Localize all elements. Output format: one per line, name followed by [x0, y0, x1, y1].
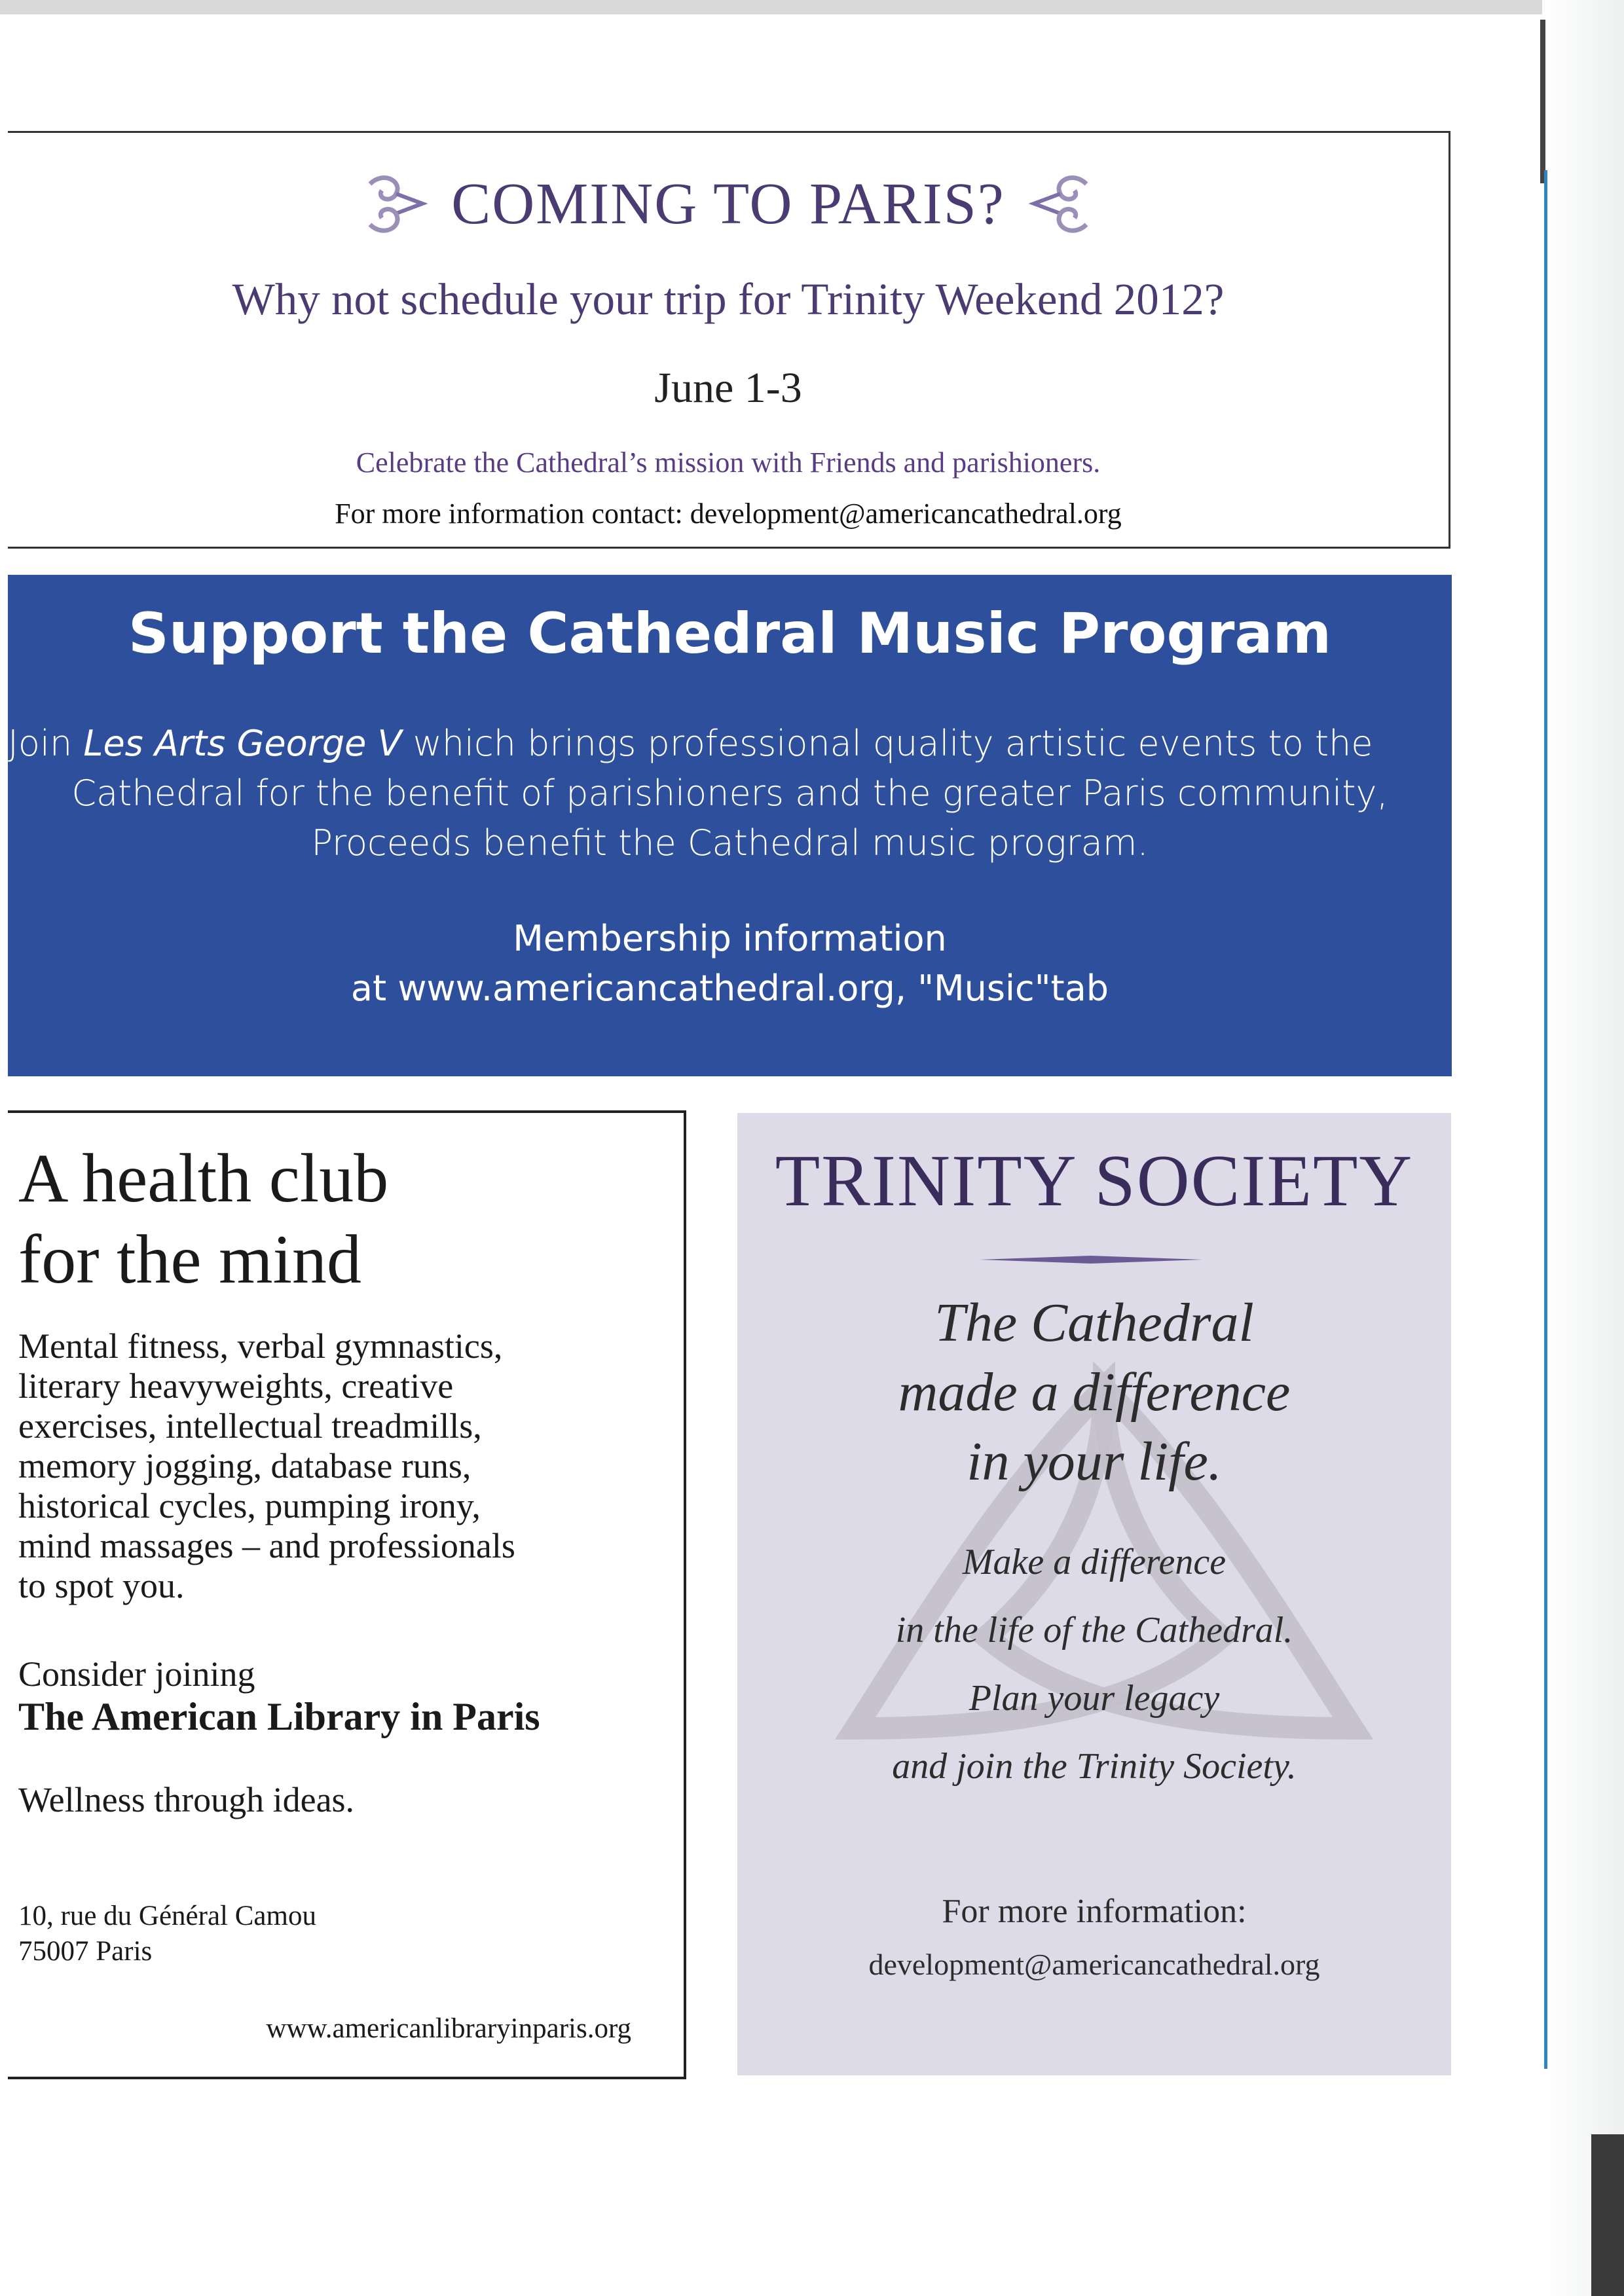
american-library-ad — [8, 1110, 686, 2079]
music-program-ad — [8, 575, 1452, 1076]
trinity-quote-line: The Cathedral — [934, 1292, 1254, 1353]
trinity-quote-line: in your life. — [967, 1431, 1222, 1492]
health-title-line-1: A health club — [18, 1140, 389, 1216]
flourish-right-icon — [1027, 164, 1099, 243]
trinity-more-info: For more information: — [942, 1893, 1247, 1930]
trinity-title: TRINITY SOCIETY — [775, 1140, 1414, 1222]
trinity-cta-line: Make a difference — [962, 1542, 1227, 1582]
trinity-cta-line: Plan your legacy — [969, 1678, 1220, 1719]
flourish-left-icon — [357, 164, 429, 243]
scan-right-edge — [1542, 0, 1624, 2296]
paris-celebrate-text: Celebrate the Cathedral’s mission with Friends and parishioners. — [356, 446, 1101, 479]
scan-page-edge-stripe — [1544, 170, 1547, 2069]
decorative-rule — [980, 1256, 1202, 1264]
paris-subtitle: Why not schedule your trip for Trinity Weekend 2012? — [232, 274, 1225, 324]
trinity-cta-line: and join the Trinity Society. — [892, 1746, 1297, 1787]
health-title-line-2: for the mind — [18, 1221, 361, 1298]
paris-title-row — [8, 164, 1449, 243]
health-body-line: to spot you. — [18, 1566, 185, 1605]
library-url: www.americanlibraryinparis.org — [266, 2013, 631, 2044]
health-body-line: mind massages – and professionals — [18, 1526, 515, 1565]
music-membership-line-1: Membership information — [513, 918, 947, 959]
paris-title: COMING TO PARIS? — [451, 171, 1005, 236]
scan-bottom-corner — [1591, 2134, 1624, 2296]
paris-contact-text: For more information contact: development@americancathedral.org — [335, 498, 1122, 530]
health-tagline: Wellness through ideas. — [18, 1780, 355, 1819]
trinity-quote — [737, 1288, 1451, 1497]
health-body-line: exercises, intellectual treadmills, — [18, 1406, 482, 1446]
health-consider: Consider joining — [18, 1654, 255, 1694]
music-membership — [8, 914, 1452, 1013]
trinity-cta-line: in the life of the Cathedral. — [895, 1610, 1293, 1650]
music-line-1 — [8, 719, 1452, 769]
music-line-2: Cathedral for the benefit of parishioners and the greater Paris community, — [71, 773, 1388, 814]
trinity-email: development@americancathedral.org — [868, 1948, 1320, 1981]
music-line-1-suffix: which brings professional quality artistic events to the — [401, 723, 1373, 764]
health-body — [18, 1326, 673, 1606]
music-line-1-prefix: Join — [8, 723, 84, 764]
health-title — [18, 1138, 388, 1300]
music-line-1-italic: Les Arts George V — [83, 723, 402, 764]
scan-binding-shadow — [1540, 20, 1545, 183]
health-body-line: Mental fitness, verbal gymnastics, — [18, 1326, 503, 1366]
coming-to-paris-ad — [8, 131, 1450, 549]
library-address-line-1: 10, rue du Général Camou — [18, 1901, 316, 1931]
health-body-line: literary heavyweights, creative — [18, 1366, 454, 1406]
trinity-society-ad — [737, 1113, 1451, 2075]
library-address — [18, 1899, 316, 1969]
paris-dates: June 1-3 — [654, 364, 802, 412]
health-body-line: memory jogging, database runs, — [18, 1446, 471, 1485]
music-description — [8, 719, 1452, 868]
library-address-line-2: 75007 Paris — [18, 1936, 153, 1967]
trinity-quote-line: made a difference — [898, 1362, 1291, 1423]
music-membership-line-2: at www.americancathedral.org, "Music"tab — [350, 968, 1109, 1009]
music-line-3: Proceeds benefit the Cathedral music program. — [311, 822, 1149, 864]
music-title: Support the Cathedral Music Program — [128, 601, 1332, 666]
health-body-line: historical cycles, pumping irony, — [18, 1486, 481, 1525]
scan-top-edge — [0, 0, 1624, 14]
library-name: The American Library in Paris — [18, 1695, 540, 1738]
trinity-call-to-action — [737, 1528, 1451, 1800]
